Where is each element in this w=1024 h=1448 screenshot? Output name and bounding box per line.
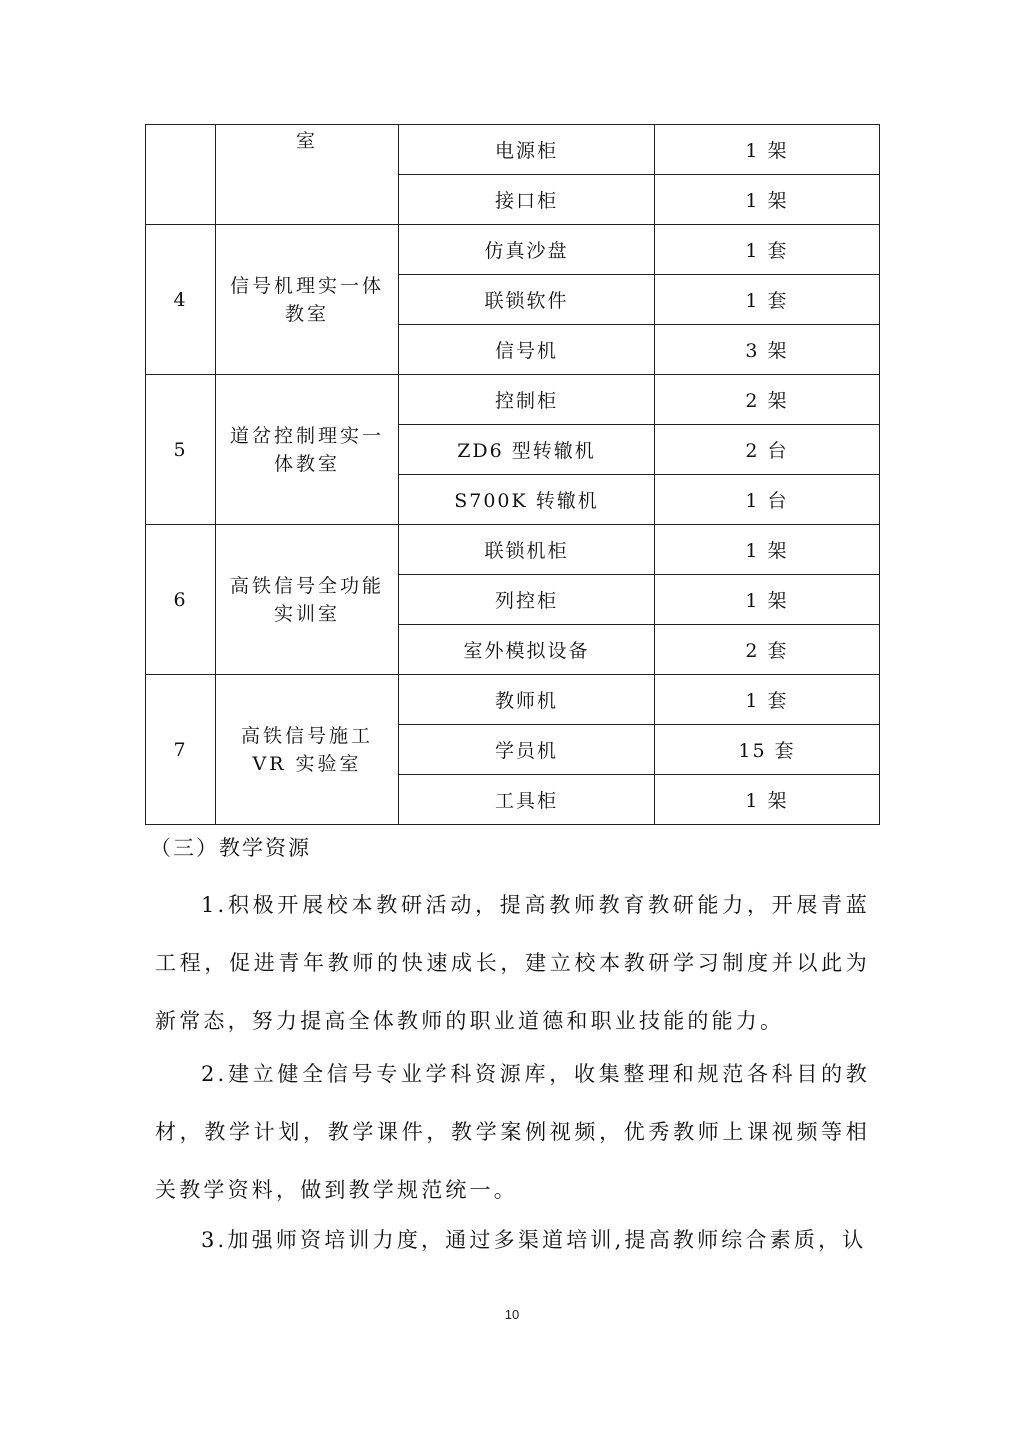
- equipment-name: S700K 转辙机: [399, 475, 655, 525]
- equipment-quantity: 1 架: [655, 575, 880, 625]
- equipment-quantity: 15 套: [655, 725, 880, 775]
- table-row: [146, 525, 880, 575]
- table-row: [146, 125, 880, 175]
- row-number: 7: [146, 675, 216, 825]
- equipment-name: ZD6 型转辙机: [399, 425, 655, 475]
- room-name: 室: [216, 125, 399, 225]
- equipment-quantity: 1 套: [655, 675, 880, 725]
- equipment-name: 列控柜: [399, 575, 655, 625]
- equipment-quantity: 1 台: [655, 475, 880, 525]
- paragraph-1: 1.积极开展校本教研活动，提高教师教育教研能力，开展青蓝工程，促进青年教师的快速成长，建立校本教研学习制度并以此为新常态，努力提高全体教师的职业道德和职业技能的能力。: [155, 893, 870, 1033]
- equipment-name: 学员机: [399, 725, 655, 775]
- equipment-name: 室外模拟设备: [399, 625, 655, 675]
- equipment-quantity: 1 架: [655, 175, 880, 225]
- page-number: 10: [504, 1307, 520, 1322]
- equipment-name: 接口柜: [399, 175, 655, 225]
- table-row: [146, 675, 880, 725]
- equipment-table: [145, 124, 880, 825]
- row-number: 4: [146, 225, 216, 375]
- table-row: [146, 225, 880, 275]
- equipment-name: 仿真沙盘: [399, 225, 655, 275]
- equipment-name: 电源柜: [399, 125, 655, 175]
- row-number: 6: [146, 525, 216, 675]
- equipment-quantity: 2 台: [655, 425, 880, 475]
- row-number: 5: [146, 375, 216, 525]
- row-number: [146, 125, 216, 225]
- room-name: 道岔控制理实一体教室: [216, 375, 399, 525]
- equipment-quantity: 2 架: [655, 375, 880, 425]
- room-name: 高铁信号施工 VR 实验室: [216, 675, 399, 825]
- equipment-name: 控制柜: [399, 375, 655, 425]
- equipment-quantity: 3 架: [655, 325, 880, 375]
- room-name: 高铁信号全功能实训室: [216, 525, 399, 675]
- equipment-name: 联锁机柜: [399, 525, 655, 575]
- paragraph-3: 3.加强师资培训力度，通过多渠道培训,提高教师综合素质，认: [201, 1228, 867, 1252]
- section-heading: （三）教学资源: [150, 836, 311, 860]
- room-name: 信号机理实一体教室: [216, 225, 399, 375]
- equipment-quantity: 1 套: [655, 275, 880, 325]
- equipment-name: 教师机: [399, 675, 655, 725]
- equipment-name: 联锁软件: [399, 275, 655, 325]
- table-row: [146, 375, 880, 425]
- equipment-quantity: 2 套: [655, 625, 880, 675]
- equipment-quantity: 1 套: [655, 225, 880, 275]
- equipment-quantity: 1 架: [655, 125, 880, 175]
- paragraph-2: 2.建立健全信号专业学科资源库，收集整理和规范各科目的教材，教学计划，教学课件，教学案例视频，优秀教师上课视频等相关教学资料，做到教学规范统一。: [155, 1062, 870, 1202]
- equipment-quantity: 1 架: [655, 775, 880, 825]
- equipment-name: 工具柜: [399, 775, 655, 825]
- equipment-name: 信号机: [399, 325, 655, 375]
- equipment-quantity: 1 架: [655, 525, 880, 575]
